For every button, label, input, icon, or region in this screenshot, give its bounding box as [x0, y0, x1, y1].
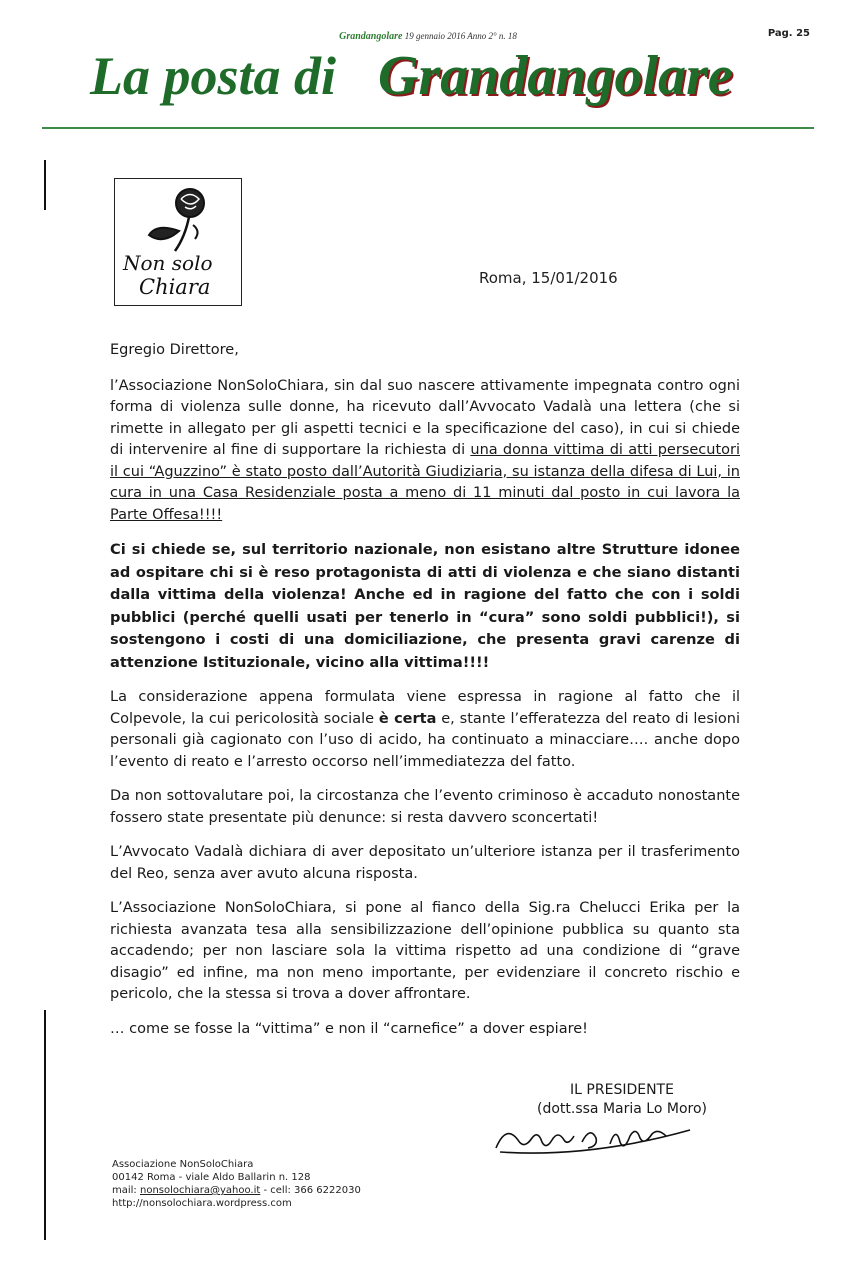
signature-title: IL PRESIDENTE: [570, 1082, 674, 1098]
paragraph-3-b: e, stante l’efferatezza del reato di lesioni personali già cagionato con l’uso di acido, ha continuato a minacciare…. anche dopo l’evento di reato e l’arresto occorso nell’immediatezza del fatto.: [110, 710, 740, 770]
issue-brand: Grandangolare: [339, 31, 403, 42]
logo-text-line2: Chiara: [139, 275, 211, 299]
paragraph-2: Ci si chiede se, sul territorio nazionale, non esistano altre Strutture idonee ad ospitare chi si è reso protagonista di atti di violenza e che siano distanti dalla vittima della violenza! Anche ed in ragione del fatto che con i soldi pubblici (perché quelli usati per tenerlo in “cura” sono soldi pubblici!), si sostengono i costi di una domiciliazione, che presenta gravi carenze di attenzione Istituzionale, vicino alla vittima!!!!: [110, 541, 740, 671]
scan-margin-line-top: [44, 160, 46, 210]
masthead-prefix: La posta di: [90, 46, 337, 106]
footer-mail-link[interactable]: nonsolochiara@yahoo.it: [139, 1185, 261, 1196]
association-logo: [114, 178, 242, 306]
logo-text-line1: Non solo: [123, 251, 213, 275]
masthead: [90, 44, 733, 108]
paragraph-3-bold: è certa: [378, 710, 437, 727]
signature-block: [522, 1081, 722, 1119]
signature-name: (dott.ssa Maria Lo Moro): [537, 1101, 707, 1117]
masthead-title: Grandangolare: [378, 45, 733, 107]
footer-org: Associazione NonSoloChiara: [112, 1159, 254, 1170]
issue-line: [0, 31, 856, 42]
footer-cell: - cell: 366 6222030: [260, 1185, 361, 1196]
page-number: Pag. 25: [767, 28, 810, 39]
footer-contacts: [112, 1184, 361, 1197]
header-divider: [42, 127, 814, 129]
paragraph-4: Da non sottovalutare poi, la circostanza che l’evento criminoso è accaduto nonostante fossero state presentate più denunce: si resta davvero sconcertati!: [110, 788, 740, 826]
paragraph-5: L’Avvocato Vadalà dichiara di aver depositato un’ulteriore istanza per il trasferimento del Reo, senza aver avuto alcuna risposta.: [110, 844, 740, 882]
salutation: Egregio Direttore,: [110, 342, 239, 358]
paragraph-3: [110, 687, 740, 773]
scan-margin-line-bottom: [44, 1010, 46, 1240]
letter-date: Roma, 15/01/2016: [479, 269, 618, 287]
paragraph-7: … come se fosse la “vittima” e non il “carnefice” a dover espiare!: [110, 1020, 588, 1037]
association-footer: [112, 1158, 361, 1210]
paragraph-3-a: La considerazione appena formulata viene espressa in ragione al fatto che il Colpevole, la cui pericolosità sociale: [110, 689, 740, 727]
footer-address: 00142 Roma - viale Aldo Ballarin n. 128: [112, 1172, 311, 1183]
letter-body: [110, 340, 740, 1053]
footer-website-link[interactable]: http://nonsolochiara.wordpress.com: [112, 1198, 292, 1209]
paragraph-1-text: l’Associazione NonSoloChiara, sin dal suo nascere attivamente impegnata contro ogni forma di violenza sulle donne, ha ricevuto dall’Avvocato Vadalà una lettera (che si rimette in allegato per gli aspetti tecnici e la specificazione del caso), in cui si chiede di intervenire al fine di supportare la richiesta di: [110, 377, 740, 458]
paragraph-1-underlined: una donna vittima di atti persecutori il cui “Aguzzino” è stato posto dall’Autorità Giudiziaria, su istanza della difesa di Lui, in cura in una Casa Residenziale posta a meno di 11 minuti dal posto in cui lavora la Parte Offesa!!!!: [110, 442, 740, 523]
paragraph-1: [110, 376, 740, 527]
issue-date: 19 gennaio 2016 Anno 2° n. 18: [404, 31, 517, 41]
footer-mail-label: mail:: [112, 1185, 140, 1196]
paragraph-6: L’Associazione NonSoloChiara, si pone al fianco della Sig.ra Chelucci Erika per la richiesta avanzata tesa alla sensibilizzazione dell’opinione pubblica su quanto sta accadendo; per non lasciare sola la vittima rispetto ad una condizione di “grave disagio” ed infine, ma non meno importante, per evidenziare il concreto rischio e pericolo, che la stessa si trova a dover affrontare.: [110, 900, 740, 1002]
handwritten-signature: [490, 1118, 710, 1160]
